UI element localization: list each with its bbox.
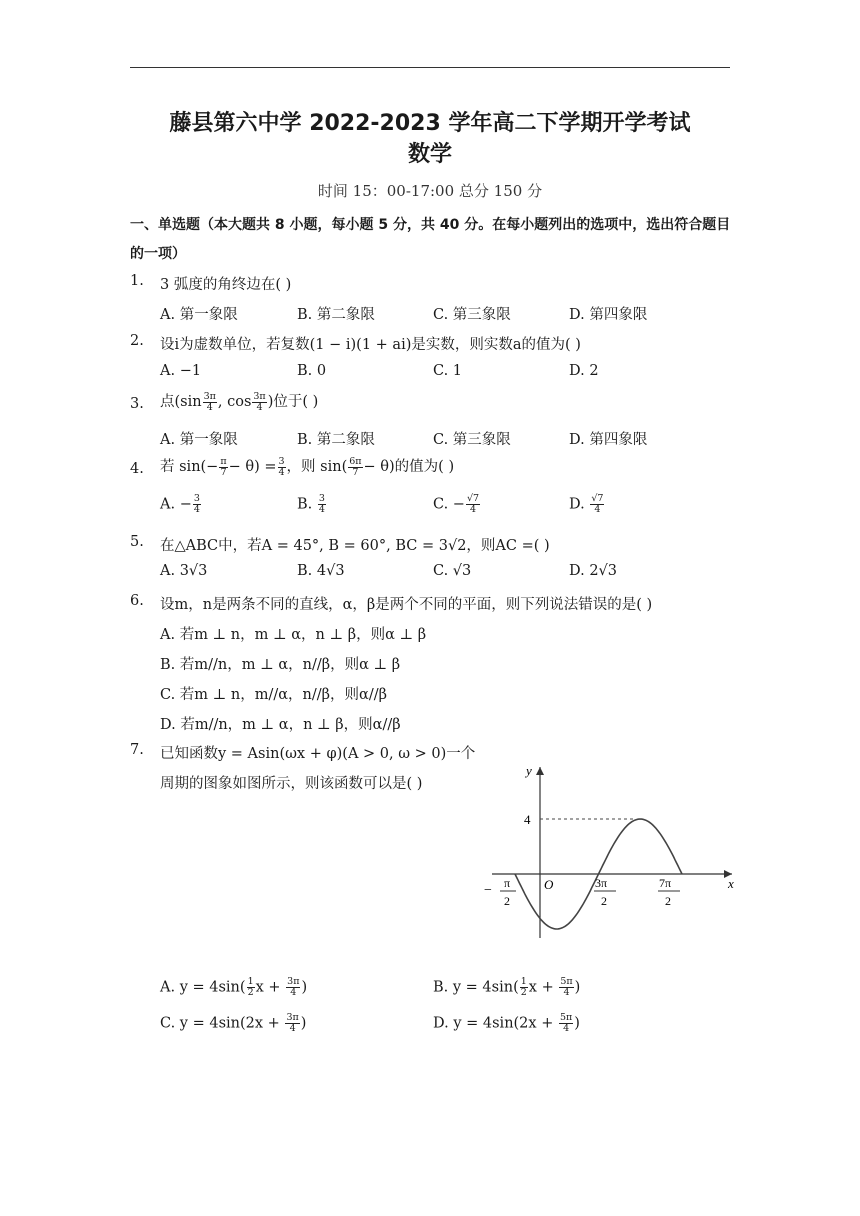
denominator: 7 [352,466,359,478]
option-text: x + [255,979,281,996]
option-d: D. 若m//n，m ⊥ α，n ⊥ β，则α//β [160,717,401,733]
option-label: D. y = 4sin(2x + [433,1015,554,1032]
option-text: ) [301,979,308,996]
question-stem: 在△ABC中，若A = 45°, B = 60°, BC = 3√2，则AC =( ) [160,538,550,554]
option-label: C. y = 4sin(2x + [160,1015,280,1032]
option-b [433,977,580,998]
numerator: 5π [559,1012,573,1023]
option-d: D. 第四象限 [569,432,648,448]
option-label: A. − [160,496,192,513]
option-label: B. [297,496,313,513]
fraction [559,977,573,998]
option-text: ) [574,979,581,996]
origin-label: O [544,877,554,892]
stem-text: )位于( ) [267,394,319,410]
x-axis-label: x [728,876,734,891]
fraction [252,392,266,413]
fraction [520,977,528,998]
option-c [160,1013,306,1034]
option-a: A. 3√3 [160,563,208,579]
option-c: C. 若m ⊥ n，m//α，n//β，则α//β [160,687,387,703]
option-d [569,494,605,515]
sine-graph [470,755,750,945]
stem-text: ，则 sin( [286,459,348,475]
fraction [285,1013,299,1034]
denominator: 2 [247,987,254,998]
x-tick-3-denominator: 2 [665,894,671,908]
option-label: D. [569,496,585,513]
numerator: √7 [466,493,480,504]
option-a [160,977,307,998]
option-label: A. y = 4sin( [160,979,246,996]
option-b: B. 0 [297,363,327,379]
numerator: 1 [247,976,254,987]
fraction [559,1013,573,1034]
question-number: 5. [130,534,144,550]
option-b [297,494,327,515]
option-b: B. 第二象限 [297,432,375,448]
question-stem: 设m，n是两条不同的直线，α，β是两个不同的平面，则下列说法错误的是( ) [160,597,653,613]
denominator: 4 [289,1023,296,1034]
numerator: π [220,455,227,467]
option-text: ) [574,1015,580,1032]
numerator: 3π [203,390,216,402]
question-number: 3. [130,396,144,412]
option-b: B. 第二象限 [297,307,375,323]
option-label: C. − [433,496,465,513]
denominator: 4 [256,401,263,413]
denominator: 4 [278,466,285,478]
option-label: B. y = 4sin( [433,979,519,996]
x-tick-sign: − [484,883,492,898]
question-stem-line2: 周期的图象如图所示，则该函数可以是( ) [160,776,423,792]
option-a [160,494,202,515]
stem-text: − θ) = [228,459,277,475]
fraction [247,977,255,998]
x-tick-1-denominator: 2 [504,894,510,908]
subject-title: 数学 [407,142,452,167]
x-tick-2-denominator: 2 [601,894,607,908]
question-stem-line1: 已知函数y = Asin(ωx + φ)(A > 0, ω > 0)一个 [160,746,476,762]
numerator: 3π [287,976,300,987]
option-text: x + [528,979,554,996]
numerator: 5π [560,976,573,987]
denominator: 4 [469,504,477,515]
option-a: A. 第一象限 [160,432,238,448]
question-stem [160,390,318,413]
denominator: 4 [193,504,200,515]
numerator: 1 [520,976,527,987]
fraction [278,457,286,478]
option-text: ) [300,1015,307,1032]
option-c [433,494,481,515]
stem-text: − θ)的值为( ) [363,459,455,475]
numerator: 3 [193,493,200,504]
option-c: C. 1 [433,363,463,379]
fraction [590,494,604,515]
question-number: 4. [130,461,144,477]
x-tick-1-numerator: π [504,876,511,890]
denominator: 4 [206,401,213,413]
question-number: 1. [130,273,144,289]
option-b: B. 4√3 [297,563,345,579]
y-axis-arrow [536,767,544,775]
y-tick-label: 4 [524,812,531,827]
fraction [219,457,227,478]
denominator: 2 [520,987,527,998]
option-d: D. 2 [569,363,599,379]
numerator: 3π [286,1012,299,1023]
stem-text: , cos [217,394,252,410]
numerator: 6π [349,455,362,467]
option-a: A. 第一象限 [160,307,238,323]
option-c: C. 第三象限 [433,432,511,448]
stem-text: 若 sin(− [160,459,219,475]
option-d: D. 2√3 [569,563,618,579]
question-stem [160,455,454,478]
question-stem: 设i为虚数单位，若复数(1 − i)(1 + ai)是实数，则实数a的值为( ) [160,337,581,353]
question-number: 2. [130,333,144,349]
option-a: A. 若m ⊥ n，m ⊥ α，n ⊥ β，则α ⊥ β [160,627,427,643]
exam-title: 藤县第六中学 2022-2023 学年高二下学期开学考试 [169,111,691,136]
option-c: C. 第三象限 [433,307,511,323]
fraction [466,494,480,515]
question-number: 7. [130,742,144,758]
denominator: 4 [290,987,297,998]
y-axis-label: y [526,763,532,778]
numerator: 3 [278,455,285,467]
question-number: 6. [130,593,144,609]
x-tick-3-numerator: 7π [659,876,672,890]
fraction [348,457,362,478]
fraction [203,392,217,413]
option-d [433,1013,580,1034]
exam-time-info: 时间 15：00-17:00 总分 150 分 [317,182,543,200]
option-c: C. √3 [433,563,472,579]
x-tick-2-numerator: 3π [595,876,608,890]
denominator: 4 [563,987,570,998]
denominator: 4 [594,504,601,515]
stem-text: 点(sin [160,394,202,410]
denominator: 4 [563,1023,570,1034]
fraction [193,494,201,515]
option-b: B. 若m//n，m ⊥ α，n//β，则α ⊥ β [160,657,401,673]
option-d: D. 第四象限 [569,307,648,323]
numerator: 3π [253,390,266,402]
fraction [286,977,300,998]
fraction [318,494,326,515]
numerator: 3 [318,493,325,504]
denominator: 7 [220,466,227,478]
top-rule [130,67,730,68]
numerator: √7 [591,493,604,504]
option-a: A. −1 [160,363,202,379]
denominator: 4 [318,504,325,515]
question-stem: 3 弧度的角终边在( ) [160,277,292,293]
section-heading: 一、单选题（本大题共 8 小题，每小题 5 分，共 40 分。在每小题列出的选项中，选出符合题目的一项） [130,217,731,262]
